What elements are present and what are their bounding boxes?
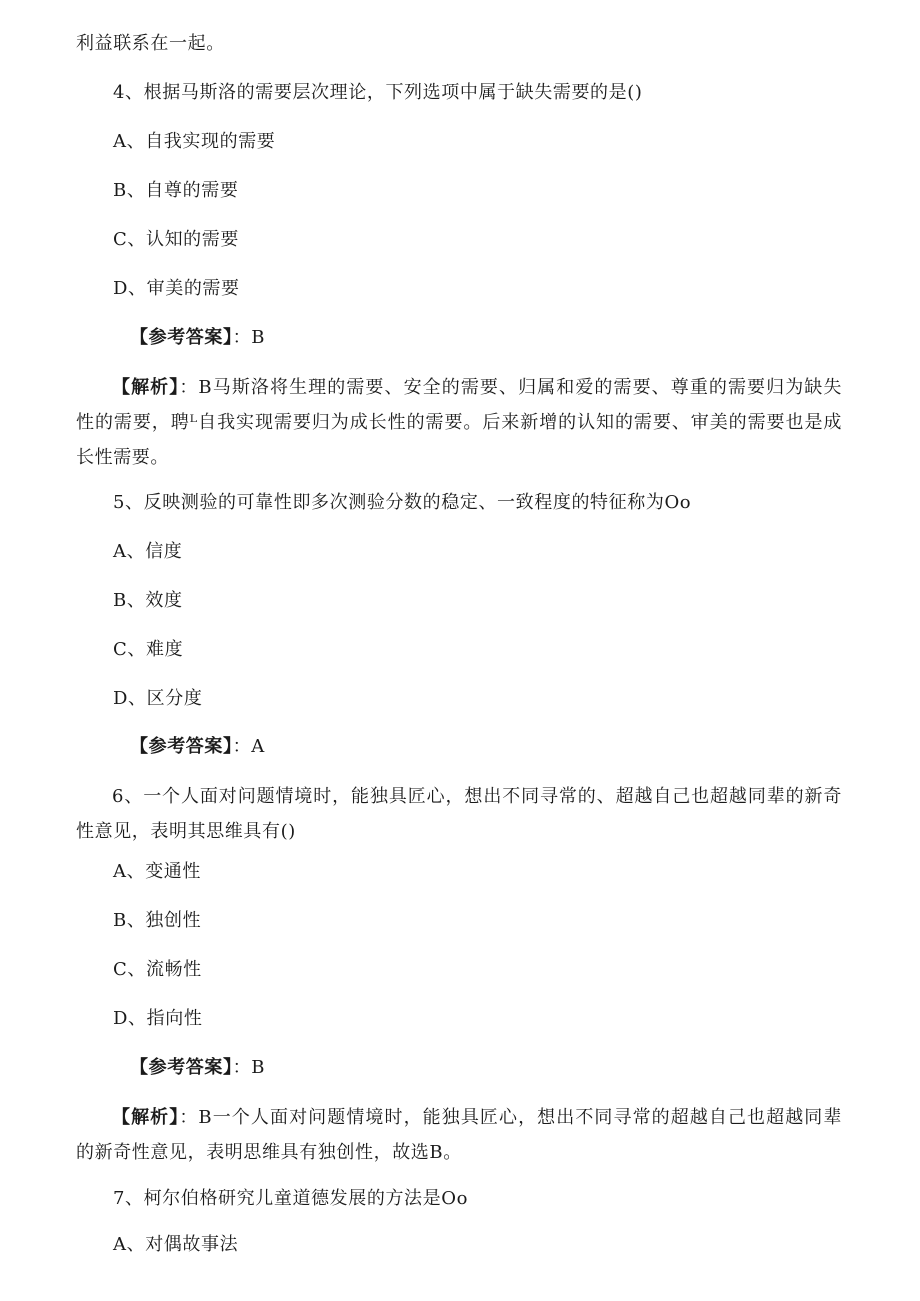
q4-option-b: B、自尊的需要 — [113, 180, 239, 201]
q6-analysis — [76, 1100, 842, 1170]
q4-analysis — [76, 370, 842, 475]
q6-option-d: D、指向性 — [113, 1008, 203, 1029]
q4-answer — [130, 326, 265, 350]
q5-option-c: C、难度 — [113, 639, 184, 660]
q5-option-d: D、区分度 — [113, 688, 203, 709]
q5-option-b: B、效度 — [113, 590, 183, 611]
q4-option-a: A、自我实现的需要 — [113, 131, 276, 152]
q6-option-c: C、流畅性 — [113, 959, 202, 980]
answer-value: ：B — [232, 1057, 266, 1078]
q5-option-a: A、信度 — [113, 541, 183, 562]
answer-label: 【参考答案】 — [130, 327, 233, 348]
answer-value: ：B — [232, 327, 266, 348]
answer-value: ：A — [232, 736, 265, 757]
question-7: 7、柯尔伯格研究儿童道德发展的方法是Oo — [113, 1188, 469, 1209]
analysis-text: ：B马斯洛将生理的需要、安全的需要、归属和爱的需要、尊重的需要归为缺失性的需要，聘ᴸ自我实现需要归为成长性的需要。后来新增的认知的需要、审美的需要也是成长性需要。 — [76, 377, 842, 468]
answer-label: 【参考答案】 — [130, 736, 233, 757]
question-4: 4、根据马斯洛的需要层次理论，下列选项中属于缺失需要的是() — [113, 82, 643, 103]
analysis-label: 【解析】 — [112, 1107, 180, 1128]
question-5: 5、反映测验的可靠性即多次测验分数的稳定、一致程度的特征称为Oo — [113, 492, 692, 513]
q6-option-a: A、变通性 — [113, 861, 201, 882]
analysis-label: 【解析】 — [112, 377, 180, 398]
q4-option-c: C、认知的需要 — [113, 229, 239, 250]
q6-option-b: B、独创性 — [113, 910, 202, 931]
q7-option-a: A、对偶故事法 — [113, 1234, 239, 1255]
question-6: 6、一个人面对问题情境时，能独具匠心，想出不同寻常的、超越自己也超越同辈的新奇性意见，表明其思维具有() — [76, 786, 842, 842]
analysis-text: ：B一个人面对问题情境时，能独具匠心，想出不同寻常的超越自己也超越同辈的新奇性意见，表明思维具有独创性，故选B。 — [76, 1107, 842, 1163]
q4-option-d: D、审美的需要 — [113, 278, 240, 299]
q5-answer — [130, 735, 265, 759]
q6-answer — [130, 1056, 265, 1080]
answer-label: 【参考答案】 — [130, 1057, 233, 1078]
continuation-text: 利益联系在一起。 — [76, 33, 225, 54]
